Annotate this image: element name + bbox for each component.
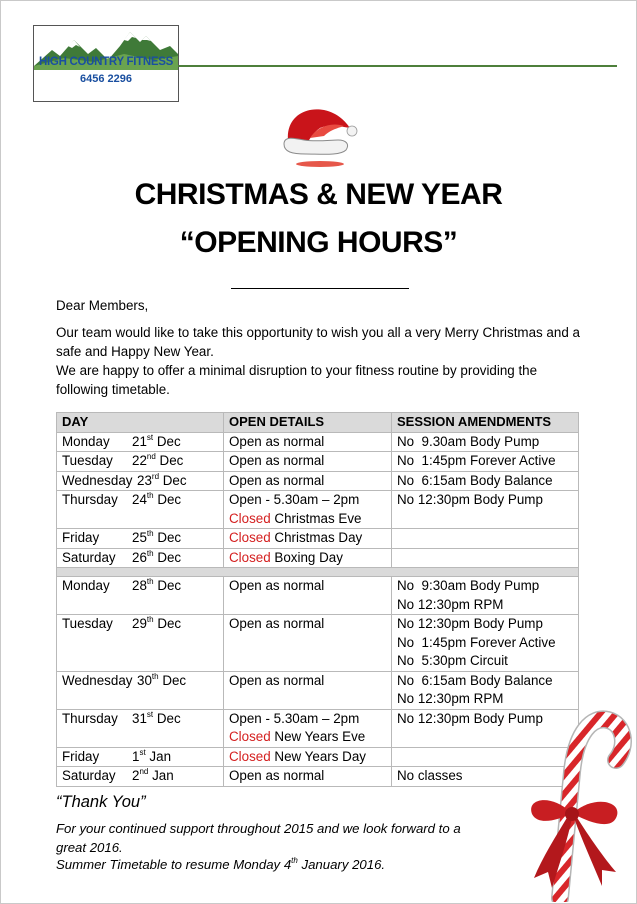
open-details-cell <box>224 471 392 491</box>
open-text: Open as normal <box>229 768 325 783</box>
logo <box>33 25 179 102</box>
day-cell <box>57 671 224 709</box>
day-name: Saturday <box>62 768 116 783</box>
table-separator-row <box>57 568 579 577</box>
open-text: Open - 5.30am – 2pm <box>229 492 360 507</box>
table-row <box>57 709 579 747</box>
session-line: No 12:30pm RPM <box>397 691 504 706</box>
session-amendments-cell <box>392 452 579 472</box>
support-text: For your continued support throughout 2015 and we look forward to a great 2016. <box>56 821 461 855</box>
day-month: Dec <box>157 578 182 593</box>
table-row <box>57 548 579 568</box>
day-date: 21 <box>132 433 147 449</box>
day-date-suffix: th <box>146 491 154 500</box>
open-line <box>229 491 386 510</box>
day-month: Jan <box>149 748 172 764</box>
session-amendments-cell <box>392 432 579 452</box>
open-text: Christmas Eve <box>270 510 362 526</box>
open-line <box>229 672 386 691</box>
open-text: Open as normal <box>229 672 325 688</box>
day-month: Dec <box>156 433 181 449</box>
day-month: Dec <box>156 710 181 726</box>
day-cell <box>57 577 224 615</box>
logo-phone: 6456 2296 <box>80 73 132 85</box>
day-date-suffix: th <box>146 615 154 624</box>
day-date-suffix: rd <box>151 471 160 481</box>
session-amendments-cell <box>392 471 579 491</box>
open-text: Open as normal <box>229 433 325 449</box>
day-date: 1 <box>132 748 140 764</box>
open-text: Boxing Day <box>270 549 343 565</box>
day-cell <box>57 615 224 672</box>
intro-paragraph-1: Our team would like to take this opportunity to wish you all a very Merry Christmas and a safe and Happy New Year. <box>56 325 580 359</box>
table-row <box>57 491 579 529</box>
day-cell <box>57 709 224 747</box>
day-date: 25 <box>132 530 147 545</box>
session-line: No 1:45pm Forever Active <box>397 634 556 650</box>
day-month: Dec <box>157 530 182 545</box>
day-cell <box>57 529 224 549</box>
open-details-cell <box>224 577 392 615</box>
timetable-body <box>57 432 579 786</box>
session-amendments-cell <box>392 491 579 529</box>
header-session-amendments: SESSION AMENDMENTS <box>392 413 579 433</box>
open-details-cell <box>224 529 392 549</box>
open-line <box>229 529 386 548</box>
session-line: No 12:30pm Body Pump <box>397 710 543 726</box>
open-text: Open as normal <box>229 578 325 593</box>
open-text: Open as normal <box>229 472 325 488</box>
day-month: Dec <box>157 616 182 631</box>
open-line <box>229 728 386 747</box>
day-date: 24 <box>132 492 147 507</box>
session-line: No 6:15am Body Balance <box>397 472 553 488</box>
resume-text-start: Summer Timetable to resume Monday 4 <box>56 857 292 872</box>
day-cell <box>57 747 224 767</box>
day-name: Saturday <box>62 549 116 565</box>
day-date: 29 <box>132 616 147 631</box>
day-date: 31 <box>132 710 147 726</box>
day-date-suffix: st <box>139 747 146 757</box>
header-open-details: OPEN DETAILS <box>224 413 392 433</box>
open-line <box>229 615 386 634</box>
day-date: 2 <box>132 768 140 783</box>
session-line: No 6:15am Body Balance <box>397 672 553 688</box>
day-cell <box>57 767 224 787</box>
closed-label: Closed <box>229 530 271 545</box>
day-date: 22 <box>132 453 147 468</box>
greeting: Dear Members, <box>56 298 149 313</box>
open-text: Open - 5.30am – 2pm <box>229 710 360 726</box>
day-cell <box>57 452 224 472</box>
day-date-suffix: st <box>146 709 154 719</box>
session-line: No 5:30pm Circuit <box>397 653 508 668</box>
day-date-suffix: th <box>146 529 154 538</box>
session-line: No 12:30pm Body Pump <box>397 492 543 507</box>
day-date-suffix: nd <box>139 767 149 776</box>
day-name: Monday <box>62 433 110 449</box>
open-line <box>229 433 386 452</box>
open-details-cell <box>224 747 392 767</box>
open-text: Open as normal <box>229 616 325 631</box>
day-month: Dec <box>157 549 182 565</box>
table-row <box>57 452 579 472</box>
title-line-1: CHRISTMAS & NEW YEAR <box>134 178 503 211</box>
day-month: Dec <box>157 492 182 507</box>
session-line: No 12:30pm Body Pump <box>397 616 543 631</box>
open-line <box>229 549 386 568</box>
open-details-cell <box>224 491 392 529</box>
table-row <box>57 577 579 615</box>
open-details-cell <box>224 767 392 787</box>
open-text: Open as normal <box>229 453 325 468</box>
open-details-cell <box>224 452 392 472</box>
header-day: DAY <box>57 413 224 433</box>
day-date-suffix: th <box>151 671 159 681</box>
session-line: No 9.30am Body Pump <box>397 433 540 449</box>
open-text: New Years Day <box>270 748 366 764</box>
table-row <box>57 432 579 452</box>
day-name: Wednesday <box>62 672 133 688</box>
day-date-suffix: th <box>146 577 154 586</box>
candy-cane-icon <box>512 702 636 902</box>
day-name: Tuesday <box>62 616 113 631</box>
resume-text-sup: th <box>291 856 298 865</box>
open-text: Christmas Day <box>270 530 363 545</box>
day-month: Dec <box>162 672 187 688</box>
day-cell <box>57 432 224 452</box>
table-row <box>57 529 579 549</box>
santa-hat-icon <box>280 98 360 170</box>
day-name: Monday <box>62 578 110 593</box>
open-line <box>229 748 386 767</box>
closed-label: Closed <box>229 510 271 526</box>
session-amendments-cell <box>392 577 579 615</box>
day-date-suffix: nd <box>146 452 156 461</box>
resume-text <box>56 855 486 874</box>
day-name: Tuesday <box>62 453 113 468</box>
timetable-header-row <box>57 413 579 433</box>
title-line-2: “OPENING HOURS” <box>179 226 458 259</box>
day-name: Friday <box>62 530 100 545</box>
intro-paragraph-2: We are happy to offer a minimal disruption to your fitness routine by providing the following timetable. <box>56 363 538 397</box>
open-line <box>229 577 386 596</box>
separator-cell <box>57 568 579 577</box>
session-amendments-cell <box>392 529 579 549</box>
open-line <box>229 767 386 786</box>
day-name: Wednesday <box>62 472 133 488</box>
day-date-suffix: th <box>146 548 154 558</box>
closed-label: Closed <box>229 729 271 744</box>
thank-you: “Thank You” <box>56 793 146 811</box>
logo-name: HIGH COUNTRY FITNESS <box>39 56 173 68</box>
header-rule <box>178 65 617 67</box>
session-amendments-cell <box>392 548 579 568</box>
open-details-cell <box>224 615 392 672</box>
table-row <box>57 615 579 672</box>
table-row <box>57 471 579 491</box>
day-date: 28 <box>132 578 147 593</box>
open-line <box>229 710 386 729</box>
day-date: 30 <box>137 672 152 688</box>
session-amendments-cell <box>392 615 579 672</box>
day-name: Thursday <box>62 710 118 726</box>
session-line: No 1:45pm Forever Active <box>397 453 556 468</box>
session-line: No classes <box>397 768 463 783</box>
table-row <box>57 767 579 787</box>
table-row <box>57 671 579 709</box>
session-line: No 9:30am Body Pump <box>397 578 540 593</box>
day-month: Dec <box>159 453 184 468</box>
timetable <box>56 412 579 787</box>
session-line: No 12:30pm RPM <box>397 596 504 612</box>
title-underline <box>231 288 409 289</box>
open-line <box>229 510 386 529</box>
open-details-cell <box>224 432 392 452</box>
open-line <box>229 452 386 471</box>
table-row <box>57 747 579 767</box>
day-month: Dec <box>162 472 187 488</box>
day-name: Thursday <box>62 492 118 507</box>
day-date: 23 <box>137 472 152 488</box>
day-date-suffix: st <box>146 432 154 442</box>
open-details-cell <box>224 671 392 709</box>
day-cell <box>57 471 224 491</box>
closed-label: Closed <box>229 748 271 764</box>
day-cell <box>57 491 224 529</box>
day-month: Jan <box>152 768 174 783</box>
day-cell <box>57 548 224 568</box>
open-details-cell <box>224 709 392 747</box>
day-name: Friday <box>62 748 100 764</box>
closed-label: Closed <box>229 549 271 565</box>
open-text: New Years Eve <box>270 729 366 744</box>
open-details-cell <box>224 548 392 568</box>
day-date: 26 <box>132 549 147 565</box>
resume-text-end: January 2016. <box>297 857 386 872</box>
open-line <box>229 472 386 491</box>
